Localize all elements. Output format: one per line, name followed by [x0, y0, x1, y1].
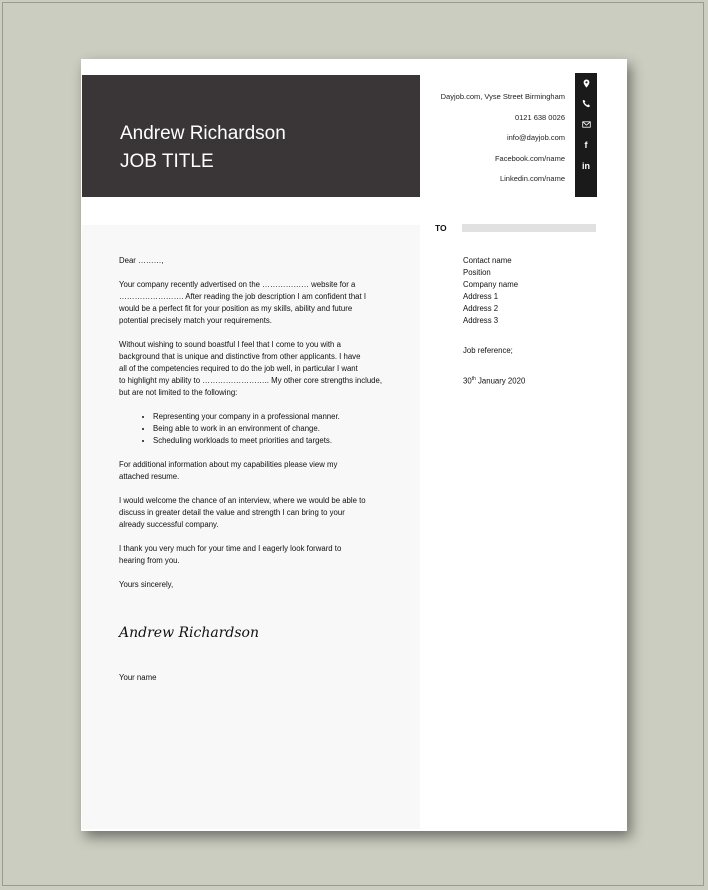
strengths-list [119, 411, 409, 447]
facebook-icon: f [584, 140, 588, 151]
recipient-line: Address 2 [463, 304, 499, 313]
letter-text [119, 255, 409, 603]
to-divider-bar [462, 224, 596, 232]
contact-list [441, 91, 565, 194]
contact-linkedin: Linkedin.com/name [499, 174, 565, 184]
recipient-line: Contact name [463, 256, 512, 265]
to-label: TO [435, 223, 447, 233]
contact-phone: 0121 638 0026 [514, 112, 565, 122]
contact-icon-strip [575, 73, 597, 197]
recipient-block [463, 255, 518, 327]
location-pin-icon [575, 73, 597, 94]
cover-letter-page [81, 59, 627, 831]
paragraph-5: I thank you very much for your time and I eagerly look forward to hearing from you. [119, 544, 342, 565]
applicant-name: Andrew Richardson [120, 123, 286, 144]
header-band [82, 75, 420, 197]
job-title: JOB TITLE [120, 151, 214, 172]
contact-facebook: Facebook.com/name [494, 153, 565, 163]
recipient-line: Company name [463, 280, 519, 289]
list-item: • Representing your company in a professional manner. [153, 411, 409, 423]
phone-icon [575, 94, 597, 115]
contact-address: Dayjob.com, Vyse Street Birmingham [440, 92, 565, 101]
list-item: • Being able to work in an environment of change. [153, 423, 409, 435]
recipient-line: Address 1 [463, 292, 499, 301]
salutation: Dear ………, [119, 256, 164, 265]
linkedin-icon: in [582, 160, 590, 171]
paragraph-3: For additional information about my capabilities please view my attached resume. [119, 460, 338, 481]
paragraph-1: Your company recently advertised on the ……………… website for a ……………………. After reading the job description I am confident that I would be a perfect fit for your position as my skills, ability and future potential precisely match your requirements. [119, 280, 367, 325]
email-icon [575, 114, 597, 135]
paragraph-4: I would welcome the chance of an interview, where we would be able to discuss in greater detail the value and strength I can bring to your already successful company. [119, 496, 366, 529]
recipient-line: Position [463, 268, 491, 277]
closing: Yours sincerely, [119, 580, 174, 589]
recipient-line: Address 3 [463, 316, 499, 325]
letter-date: 30th January 2020 [463, 376, 526, 386]
paragraph-2: Without wishing to sound boastful I feel that I come to you with a background that is unique and distinctive from other applicants. I have all of the competencies required to do the job well, in particular I want to highlight my ability to …………………….. My other core strengths include, but are not limited to the following: [119, 340, 383, 397]
job-reference: Job reference; [463, 346, 513, 355]
list-item: • Scheduling workloads to meet priorities and targets. [153, 435, 409, 447]
handwritten-signature: Andrew Richardson [119, 625, 260, 641]
contact-email: info@dayjob.com [506, 133, 565, 143]
your-name: Your name [119, 673, 157, 682]
